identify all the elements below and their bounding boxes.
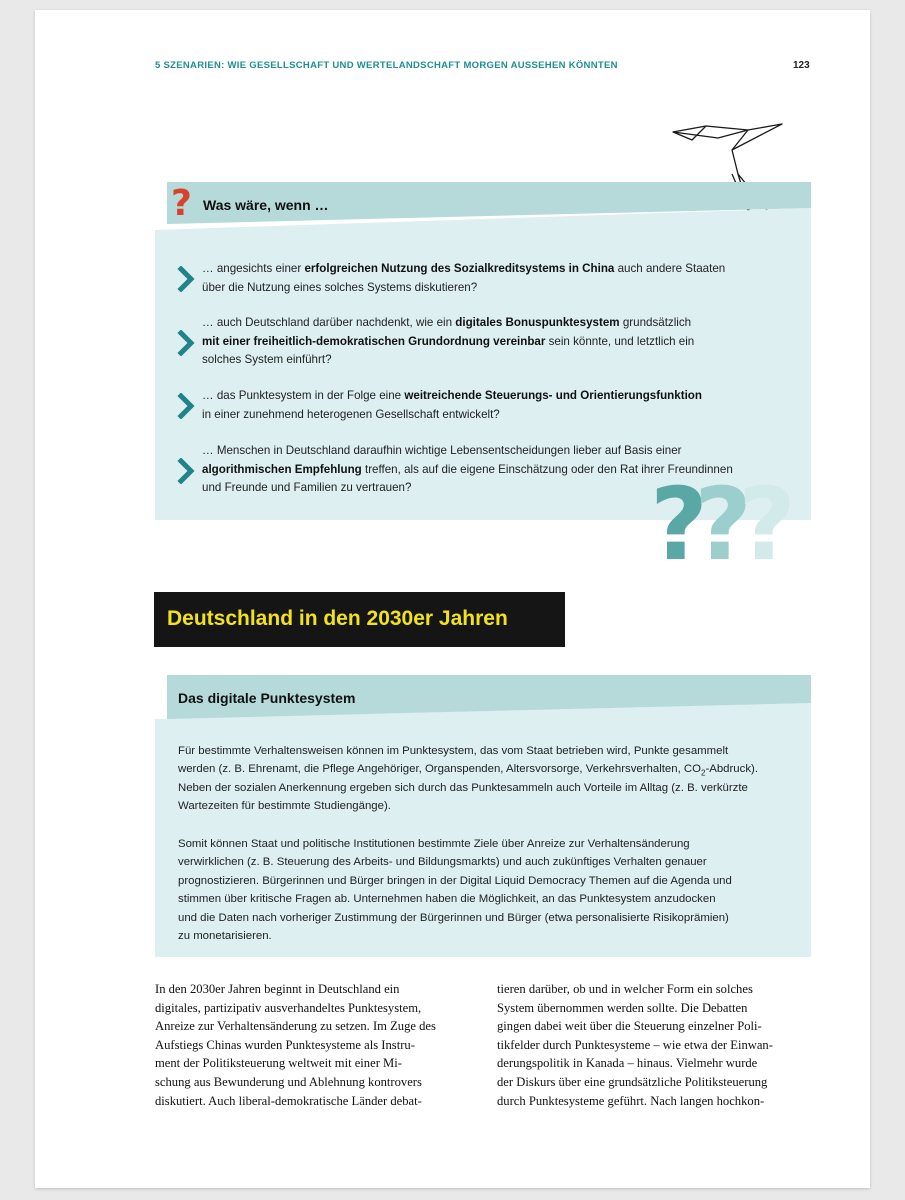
body-text-line: digitales, partizipativ ausverhandeltes Punktesystem,	[155, 1000, 422, 1015]
text-line: … angesichts einer erfolgreichen Nutzung des Sozialkreditsystems in China auch andere Staaten	[202, 262, 726, 275]
decorative-question-marks	[650, 466, 783, 583]
body-text-line: diskutiert. Auch liberal-demokratische Länder debat-	[155, 1093, 422, 1108]
section-heading: Deutschland in den 2030er Jahren	[167, 607, 508, 630]
body-text-line: Aufstiegs Chinas wurden Punktesysteme als Instru-	[155, 1037, 415, 1052]
body-text-line: gingen dabei weit über die Steuerung einzelner Poli-	[497, 1019, 762, 1034]
body-column-right	[497, 980, 812, 1110]
text-line: über die Nutzung eines solches Systems diskutieren?	[202, 280, 478, 294]
body-text-line: ment der Politiksteuerung weltweit mit einer Mi-	[155, 1056, 402, 1071]
body-text-line: derungspolitik in Kanada – hinaus. Vielmehr wurde	[497, 1056, 758, 1071]
text-line: zu monetarisieren.	[178, 930, 272, 943]
body-text-line: tieren darüber, ob und in welcher Form ein solches	[497, 982, 753, 996]
text-line: und die Daten nach vorheriger Zustimmung der Bürgerinnen und Bürger (etwa personalisierte Risikoprämien)	[178, 911, 729, 924]
text-line: prognostizieren. Bürgerinnen und Bürger bringen in der Digital Liquid Democracy Themen auf die Agenda und	[178, 874, 732, 887]
question-mark-icon: ?	[738, 466, 783, 583]
what-if-item-text	[202, 260, 762, 297]
teal-chevron-right-icon	[177, 266, 197, 292]
text-line: werden (z. B. Ehrenamt, die Pflege Angehöriger, Organspenden, Altersvorsorge, Verkehrsverhalten, $CO_2-Abdruck$).	[178, 763, 758, 778]
body-text-line: durch Punktesysteme geführt. Nach langen hochkon-	[497, 1093, 765, 1108]
text-line: verwirklichen (z. B. Steuerung des Arbeits- und Bildungsmarkts) und auch zukünftiges Verhalten genauer	[178, 856, 707, 869]
info-paragraph	[178, 835, 793, 945]
page-number: 123	[793, 60, 810, 71]
running-head: 5 SZENARIEN: WIE GESELLSCHAFT UND WERTELANDSCHAFT MORGEN AUSSEHEN KÖNNTEN	[155, 60, 618, 71]
text-line: Somit können Staat und politische Institutionen bestimmte Ziele über Anreize zur Verhaltensänderung	[178, 838, 690, 850]
question-mark-icon: ?	[650, 466, 695, 583]
body-text-line: In den 2030er Jahren beginnt in Deutschland ein	[155, 982, 400, 996]
text-line: mit einer freiheitlich-demokratischen Grundordnung vereinbar sein könnte, und letztlich ein	[202, 334, 695, 348]
what-if-item-text	[202, 314, 762, 370]
question-mark-icon: ?	[694, 466, 739, 583]
body-text-line: der Diskurs über eine grundsätzliche Politiksteuerung	[497, 1074, 768, 1089]
what-if-item-text	[202, 387, 762, 424]
text-line: und Freunde und Familien zu vertrauen?	[202, 481, 412, 494]
text-line: … Menschen in Deutschland daraufhin wichtige Lebensentscheidungen lieber auf Basis einer	[202, 444, 682, 457]
text-line: solches System einführt?	[202, 353, 332, 366]
info-box-title: Das digitale Punktesystem	[178, 690, 356, 706]
text-line: Neben der sozialen Anerkennung ergeben sich durch das Punktesammeln auch Vorteile im Alltag (z. B. verkürzte	[178, 781, 748, 794]
document-page	[35, 10, 870, 1188]
red-question-mark-icon: ?	[171, 183, 192, 224]
text-line: Für bestimmte Verhaltensweisen können im Punktesystem, das vom Staat betrieben wird, Punkte gesammelt	[178, 745, 729, 757]
teal-chevron-right-icon	[177, 330, 197, 356]
text-line: in einer zunehmend heterogenen Gesellschaft entwickelt?	[202, 407, 500, 421]
body-text-line: System übernommen werden sollte. Die Debatten	[497, 1000, 748, 1015]
info-paragraph	[178, 742, 793, 816]
section-heading-banner	[154, 592, 565, 647]
info-box	[155, 675, 811, 957]
teal-chevron-right-icon	[177, 393, 197, 419]
body-text-line: Anreize zur Verhaltensänderung zu setzen. Im Zuge des	[155, 1019, 436, 1034]
body-text-line: schung aus Bewunderung und Ablehnung kontrovers	[155, 1074, 422, 1089]
body-text-line: tikfelder durch Punktesysteme – wie etwa der Einwan-	[497, 1037, 773, 1052]
text-line: algorithmischen Empfehlung treffen, als auf die eigene Einschätzung oder den Rat ihrer Freundinnen	[202, 462, 733, 476]
text-line: … das Punktesystem in der Folge eine weitreichende Steuerungs- und Orientierungsfunktion	[202, 389, 702, 402]
body-column-left	[155, 980, 470, 1110]
text-line: Wartezeiten für bestimmte Studiengänge).	[178, 800, 391, 813]
text-line: stimmen über kritische Fragen ab. Unternehmen haben die Möglichkeit, an das Punktesystem anzudocken	[178, 893, 716, 906]
teal-chevron-right-icon	[177, 458, 197, 484]
what-if-title: Was wäre, wenn …	[203, 197, 329, 213]
text-line: … auch Deutschland darüber nachdenkt, wie ein digitales Bonuspunktesystem grundsätzlich	[202, 316, 692, 329]
